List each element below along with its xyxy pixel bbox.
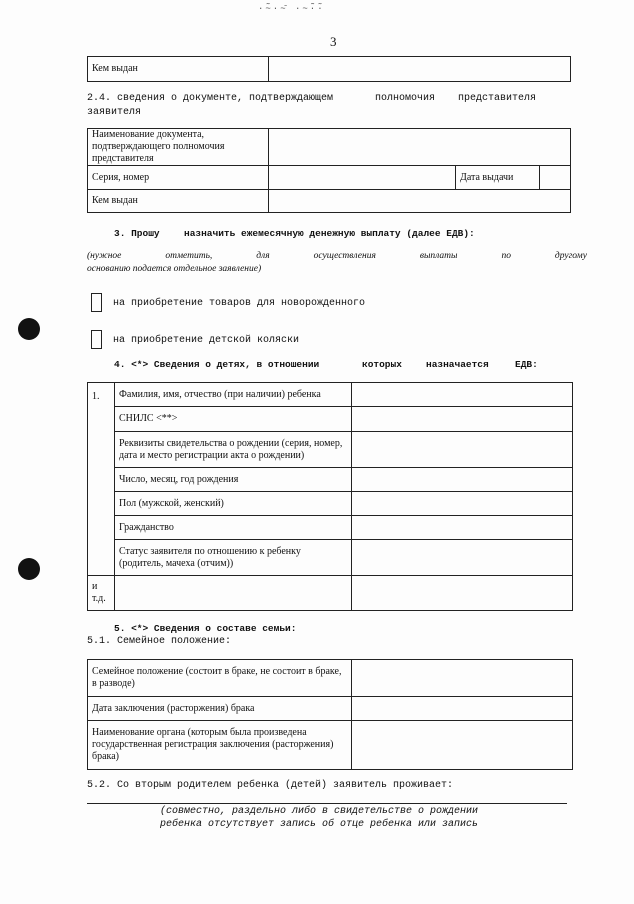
- child-snils-label: СНИЛС <**>: [114, 406, 351, 431]
- newborn-goods-checkbox[interactable]: [91, 293, 102, 312]
- section-3-title-num: 3. Прошу: [114, 228, 160, 239]
- section-5-2-answer-line[interactable]: [87, 803, 567, 804]
- marital-status-value[interactable]: [351, 659, 572, 696]
- row-number: 1.: [87, 382, 114, 575]
- birth-date-value[interactable]: [351, 467, 572, 491]
- section-5-2-note-line1: (совместно, раздельно либо в свидетельстве о рождении: [160, 806, 479, 817]
- marriage-date-value[interactable]: [351, 696, 572, 720]
- sex-value[interactable]: [351, 491, 572, 515]
- marital-status-label: Семейное положение (состоит в браке, не состоит в браке, в разводе): [87, 659, 351, 696]
- etc-value[interactable]: [351, 575, 572, 610]
- marriage-date-label: Дата заключения (расторжения) брака: [87, 696, 351, 720]
- citizenship-label: Гражданство: [114, 515, 351, 539]
- applicant-status-label: Статус заявителя по отношению к ребенку (родитель, мачеха (отчим)): [114, 539, 351, 575]
- note-word: (нужное: [87, 251, 122, 261]
- family-status-table: [87, 659, 573, 770]
- series-number-value[interactable]: [268, 165, 455, 189]
- issued-by-value[interactable]: [268, 56, 570, 81]
- birth-certificate-value[interactable]: [351, 431, 572, 467]
- section-5-2-title: 5.2. Со вторым родителем ребенка (детей) заявитель проживает:: [87, 780, 454, 791]
- note-word: для: [256, 251, 270, 261]
- note-word: отметить,: [165, 251, 213, 261]
- doc-name-value[interactable]: [268, 128, 570, 165]
- registry-body-value[interactable]: [351, 720, 572, 769]
- issued-by-table: [87, 56, 571, 82]
- newborn-goods-label: на приобретение товаров для новорожденного: [113, 298, 366, 309]
- series-number-label: Серия, номер: [87, 165, 268, 189]
- section-3-note: [87, 251, 587, 261]
- section-4-title-left: 4. <*> Сведения о детях, в отношении: [114, 359, 320, 370]
- note-word: выплаты: [419, 251, 458, 261]
- note-word: осуществления: [313, 251, 376, 261]
- issued-by-label: Кем выдан: [87, 56, 268, 81]
- birth-certificate-label: Реквизиты свидетельства о рождении (серия, номер, дата и место регистрации акта о рождении): [114, 431, 351, 467]
- etc-label: [87, 575, 114, 610]
- sex-label: Пол (мужской, женский): [114, 491, 351, 515]
- issue-date-value[interactable]: [539, 165, 570, 189]
- stroller-checkbox[interactable]: [91, 330, 102, 349]
- section-5-1-title: 5.1. Семейное положение:: [87, 636, 232, 647]
- section-2-4-line1-mid: полномочия: [375, 93, 436, 104]
- doc-issued-by-label: Кем выдан: [87, 189, 268, 212]
- child-fio-value[interactable]: [351, 382, 572, 406]
- header-scribble: ·~̃·~̄ ·~·̃·̃: [258, 4, 325, 14]
- section-4-title-mid: которых: [362, 359, 402, 370]
- representative-doc-table: [87, 128, 571, 213]
- children-table: [87, 382, 573, 611]
- citizenship-value[interactable]: [351, 515, 572, 539]
- section-5-2-note-line2: ребенка отсутствует запись об отце ребенка или запись: [160, 819, 479, 830]
- applicant-status-value[interactable]: [351, 539, 572, 575]
- doc-issued-by-value[interactable]: [268, 189, 570, 212]
- child-snils-value[interactable]: [351, 406, 572, 431]
- section-2-4-line2: заявителя: [87, 107, 142, 118]
- section-3-title-rest: назначить ежемесячную денежную выплату (далее ЕДВ):: [184, 228, 475, 239]
- section-2-4-line1-left: 2.4. сведения о документе, подтверждающем: [87, 93, 334, 104]
- etc-middle[interactable]: [114, 575, 351, 610]
- section-2-4-line1-right: представителя: [458, 93, 537, 104]
- note-word: по: [501, 251, 511, 261]
- section-3-note-line2: основанию подается отдельное заявление): [87, 264, 262, 274]
- stroller-label: на приобретение детской коляски: [113, 335, 300, 346]
- registry-body-label: Наименование органа (которым была произведена государственная регистрация заключения (расторжения) брака): [87, 720, 351, 769]
- birth-date-label: Число, месяц, год рождения: [114, 467, 351, 491]
- punch-hole-bottom: [18, 558, 40, 580]
- section-5-title: 5. <*> Сведения о составе семьи:: [114, 623, 297, 634]
- etc-label-line2: т.д.: [92, 593, 106, 604]
- page-number: 3: [330, 34, 337, 49]
- section-4-title-right: ЕДВ:: [515, 359, 538, 370]
- doc-name-label: Наименование документа, подтверждающего полномочия представителя: [87, 128, 268, 165]
- child-fio-label: Фамилия, имя, отчество (при наличии) ребенка: [114, 382, 351, 406]
- section-4-title-mid2: назначается: [426, 359, 489, 370]
- etc-label-line1: и: [92, 581, 98, 592]
- punch-hole-top: [18, 318, 40, 340]
- note-word: другому: [554, 251, 587, 261]
- issue-date-label: Дата выдачи: [455, 165, 539, 189]
